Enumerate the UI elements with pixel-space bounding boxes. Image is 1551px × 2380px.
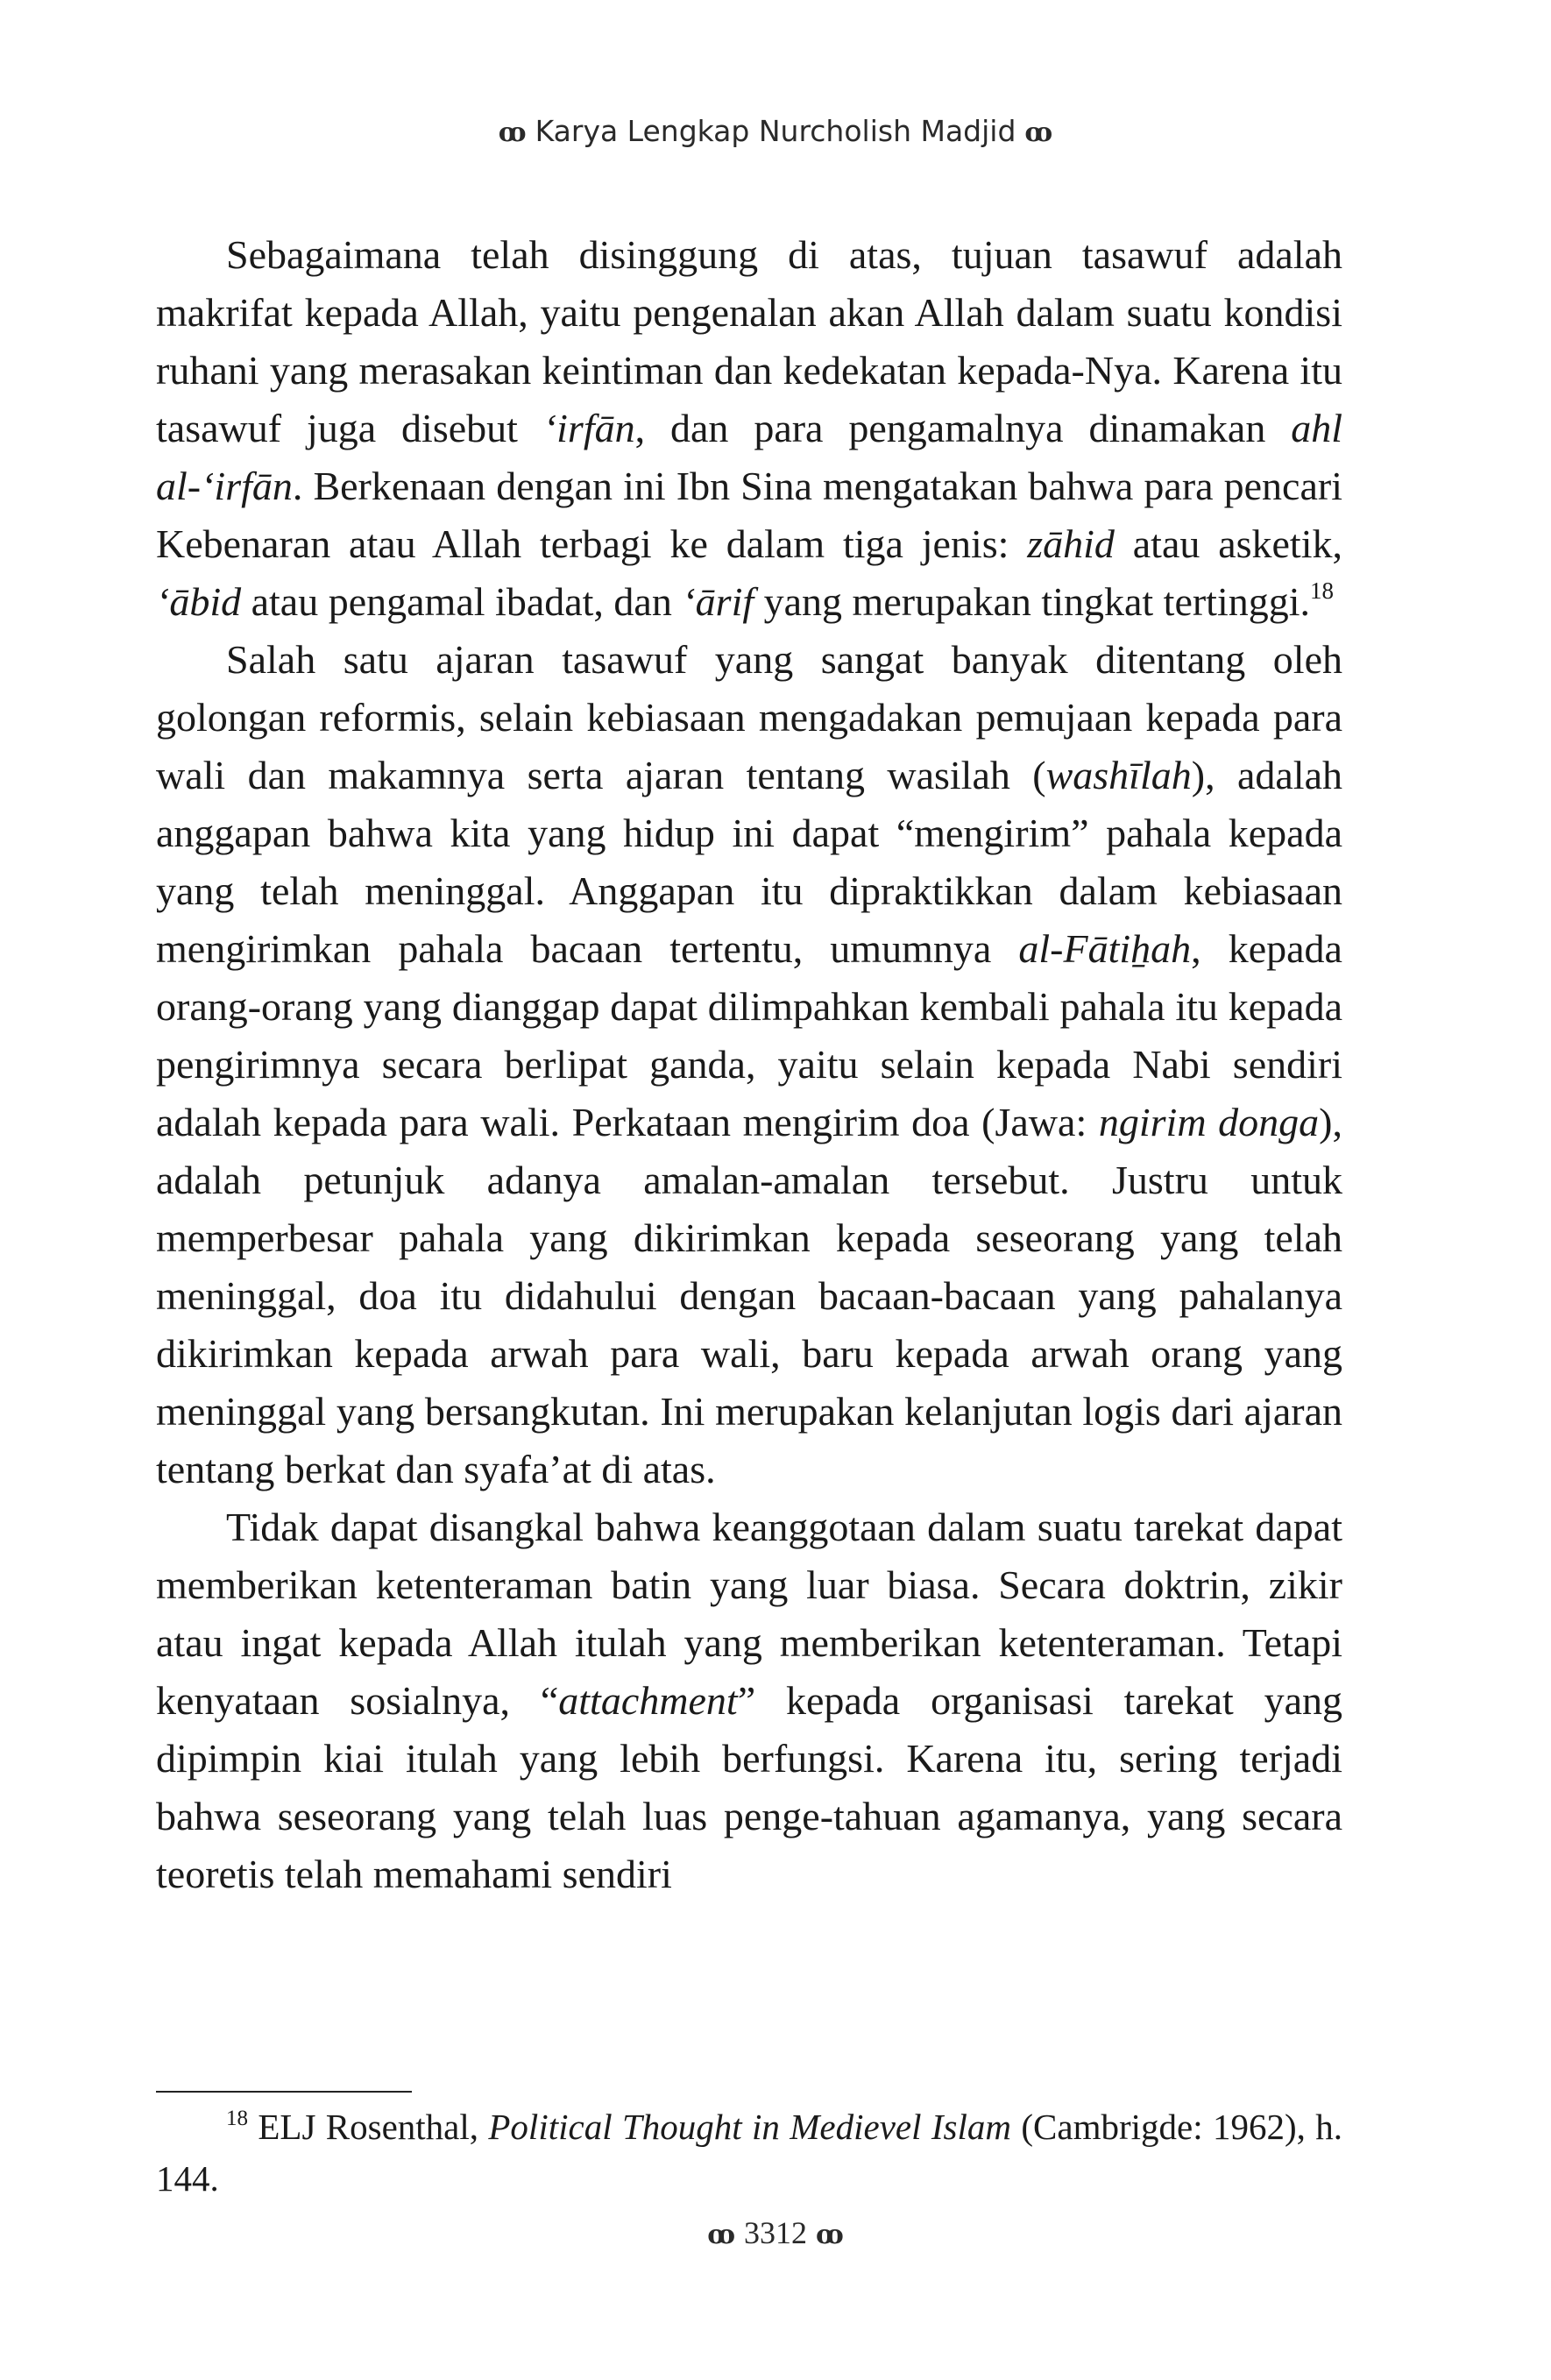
text-run: , dan para pengamalnya dinamakan (634, 406, 1292, 450)
text-run: Salah satu ajaran tasawuf yang sangat banyak ditentang oleh golongan reformis, selain kebiasaan mengadakan pemujaan kepada para wali dan makamnya serta ajaran tentang wasilah ( (156, 637, 1342, 797)
footnote-book-title: Political Thought in Medievel Islam (488, 2107, 1011, 2147)
body-text (156, 226, 1342, 1903)
text-run: ” kepada organisasi tarekat yang dipimpin kiai itulah yang lebih berfungsi. Karena itu, sering terjadi bahwa seseorang yang telah luas penge-tahuan agamanya, yang secara teoretis telah memahami sendiri (156, 1678, 1343, 1896)
text-run: yang merupakan tingkat tertinggi. (754, 579, 1311, 624)
italic-term: ‘irfān (542, 406, 635, 450)
paragraph-3 (156, 1498, 1342, 1903)
text-run: ), adalah petunjuk adanya amalan-amalan tersebut. Justru untuk memperbesar pahala yang dikirimkan kepada seseorang yang telah meninggal, doa itu didahului dengan bacaan-bacaan yang pahalanya dikirimkan kepada arwah para wali, baru kepada arwah orang yang meninggal yang bersangkutan. Ini merupakan kelanjutan logis dari ajaran tentang berkat dan syafa’at di atas. (156, 1100, 1342, 1491)
text-run: atau pengamal ibadat, dan (241, 579, 683, 624)
ornament-right-icon: ꝏ (816, 2220, 844, 2250)
footnote-number: 18 (226, 2107, 248, 2130)
italic-term: ‘ārif (682, 579, 754, 624)
italic-term: ahl al-‘irfān (156, 406, 1342, 508)
ornament-right-icon: ꝏ (1024, 117, 1053, 148)
text-run: ), adalah anggapan bahwa kita yang hidup ini dapat “mengirim” pahala kepada yang telah meninggal. Anggapan itu dipraktikkan dalam kebiasaan mengirimkan pahala bacaan tertentu, umumnya (156, 753, 1342, 971)
ornament-left-icon: ꝏ (707, 2220, 735, 2250)
italic-term: zāhid (1027, 521, 1115, 566)
italic-term: washīlah (1045, 753, 1192, 797)
page-number-value: 3312 (744, 2215, 807, 2250)
italic-term: ngirim donga (1098, 1100, 1320, 1144)
italic-term: attachment (558, 1678, 738, 1723)
italic-term: al-Fātiẖah (1018, 926, 1192, 971)
running-header-title: Karya Lengkap Nurcholish Madjid (535, 114, 1016, 148)
ornament-left-icon: ꝏ (498, 117, 527, 148)
text-run: . Berkenaan dengan ini Ibn Sina mengatakan bahwa para pencari Kebenaran atau Allah terbagi ke dalam tiga jenis: (156, 464, 1342, 566)
footnote-text: (Cambrigde: 1962), h. 144. (156, 2107, 1342, 2199)
italic-term: ‘ābid (156, 579, 242, 624)
text-run: atau asketik, (1114, 521, 1342, 566)
text-run: Tidak dapat disangkal bahwa keanggotaan dalam suatu tarekat dapat memberikan ketenteraman batin yang luar biasa. Secara doktrin, zikir atau ingat kepada Allah itulah yang memberikan ketenteraman. Tetapi kenyataan sosialnya, “ (156, 1505, 1342, 1723)
footnote-text: ELJ Rosenthal, (248, 2107, 489, 2147)
text-run: , kepada orang-orang yang dianggap dapat dilimpahkan kembali pahala itu kepada pengirimnya secara berlipat ganda, yaitu selain kepada Nabi sendiri adalah kepada para wali. Perkataan mengirim doa (Jawa: (156, 926, 1342, 1144)
running-header (0, 114, 1551, 151)
text-run: Sebagaimana telah disinggung di atas, tujuan tasawuf adalah makrifat kepada Allah, yaitu pengenalan akan Allah dalam suatu kondisi ruhani yang merasakan keintiman dan kedekatan kepada-Nya. Karena itu tasawuf juga disebut (156, 232, 1342, 450)
footnote-reference[interactable]: 18 (1310, 577, 1335, 604)
paragraph-1 (156, 226, 1342, 631)
footnote-divider (156, 2091, 412, 2093)
paragraph-2 (156, 631, 1342, 1498)
page-number (0, 2214, 1551, 2255)
footnote (156, 2101, 1342, 2205)
